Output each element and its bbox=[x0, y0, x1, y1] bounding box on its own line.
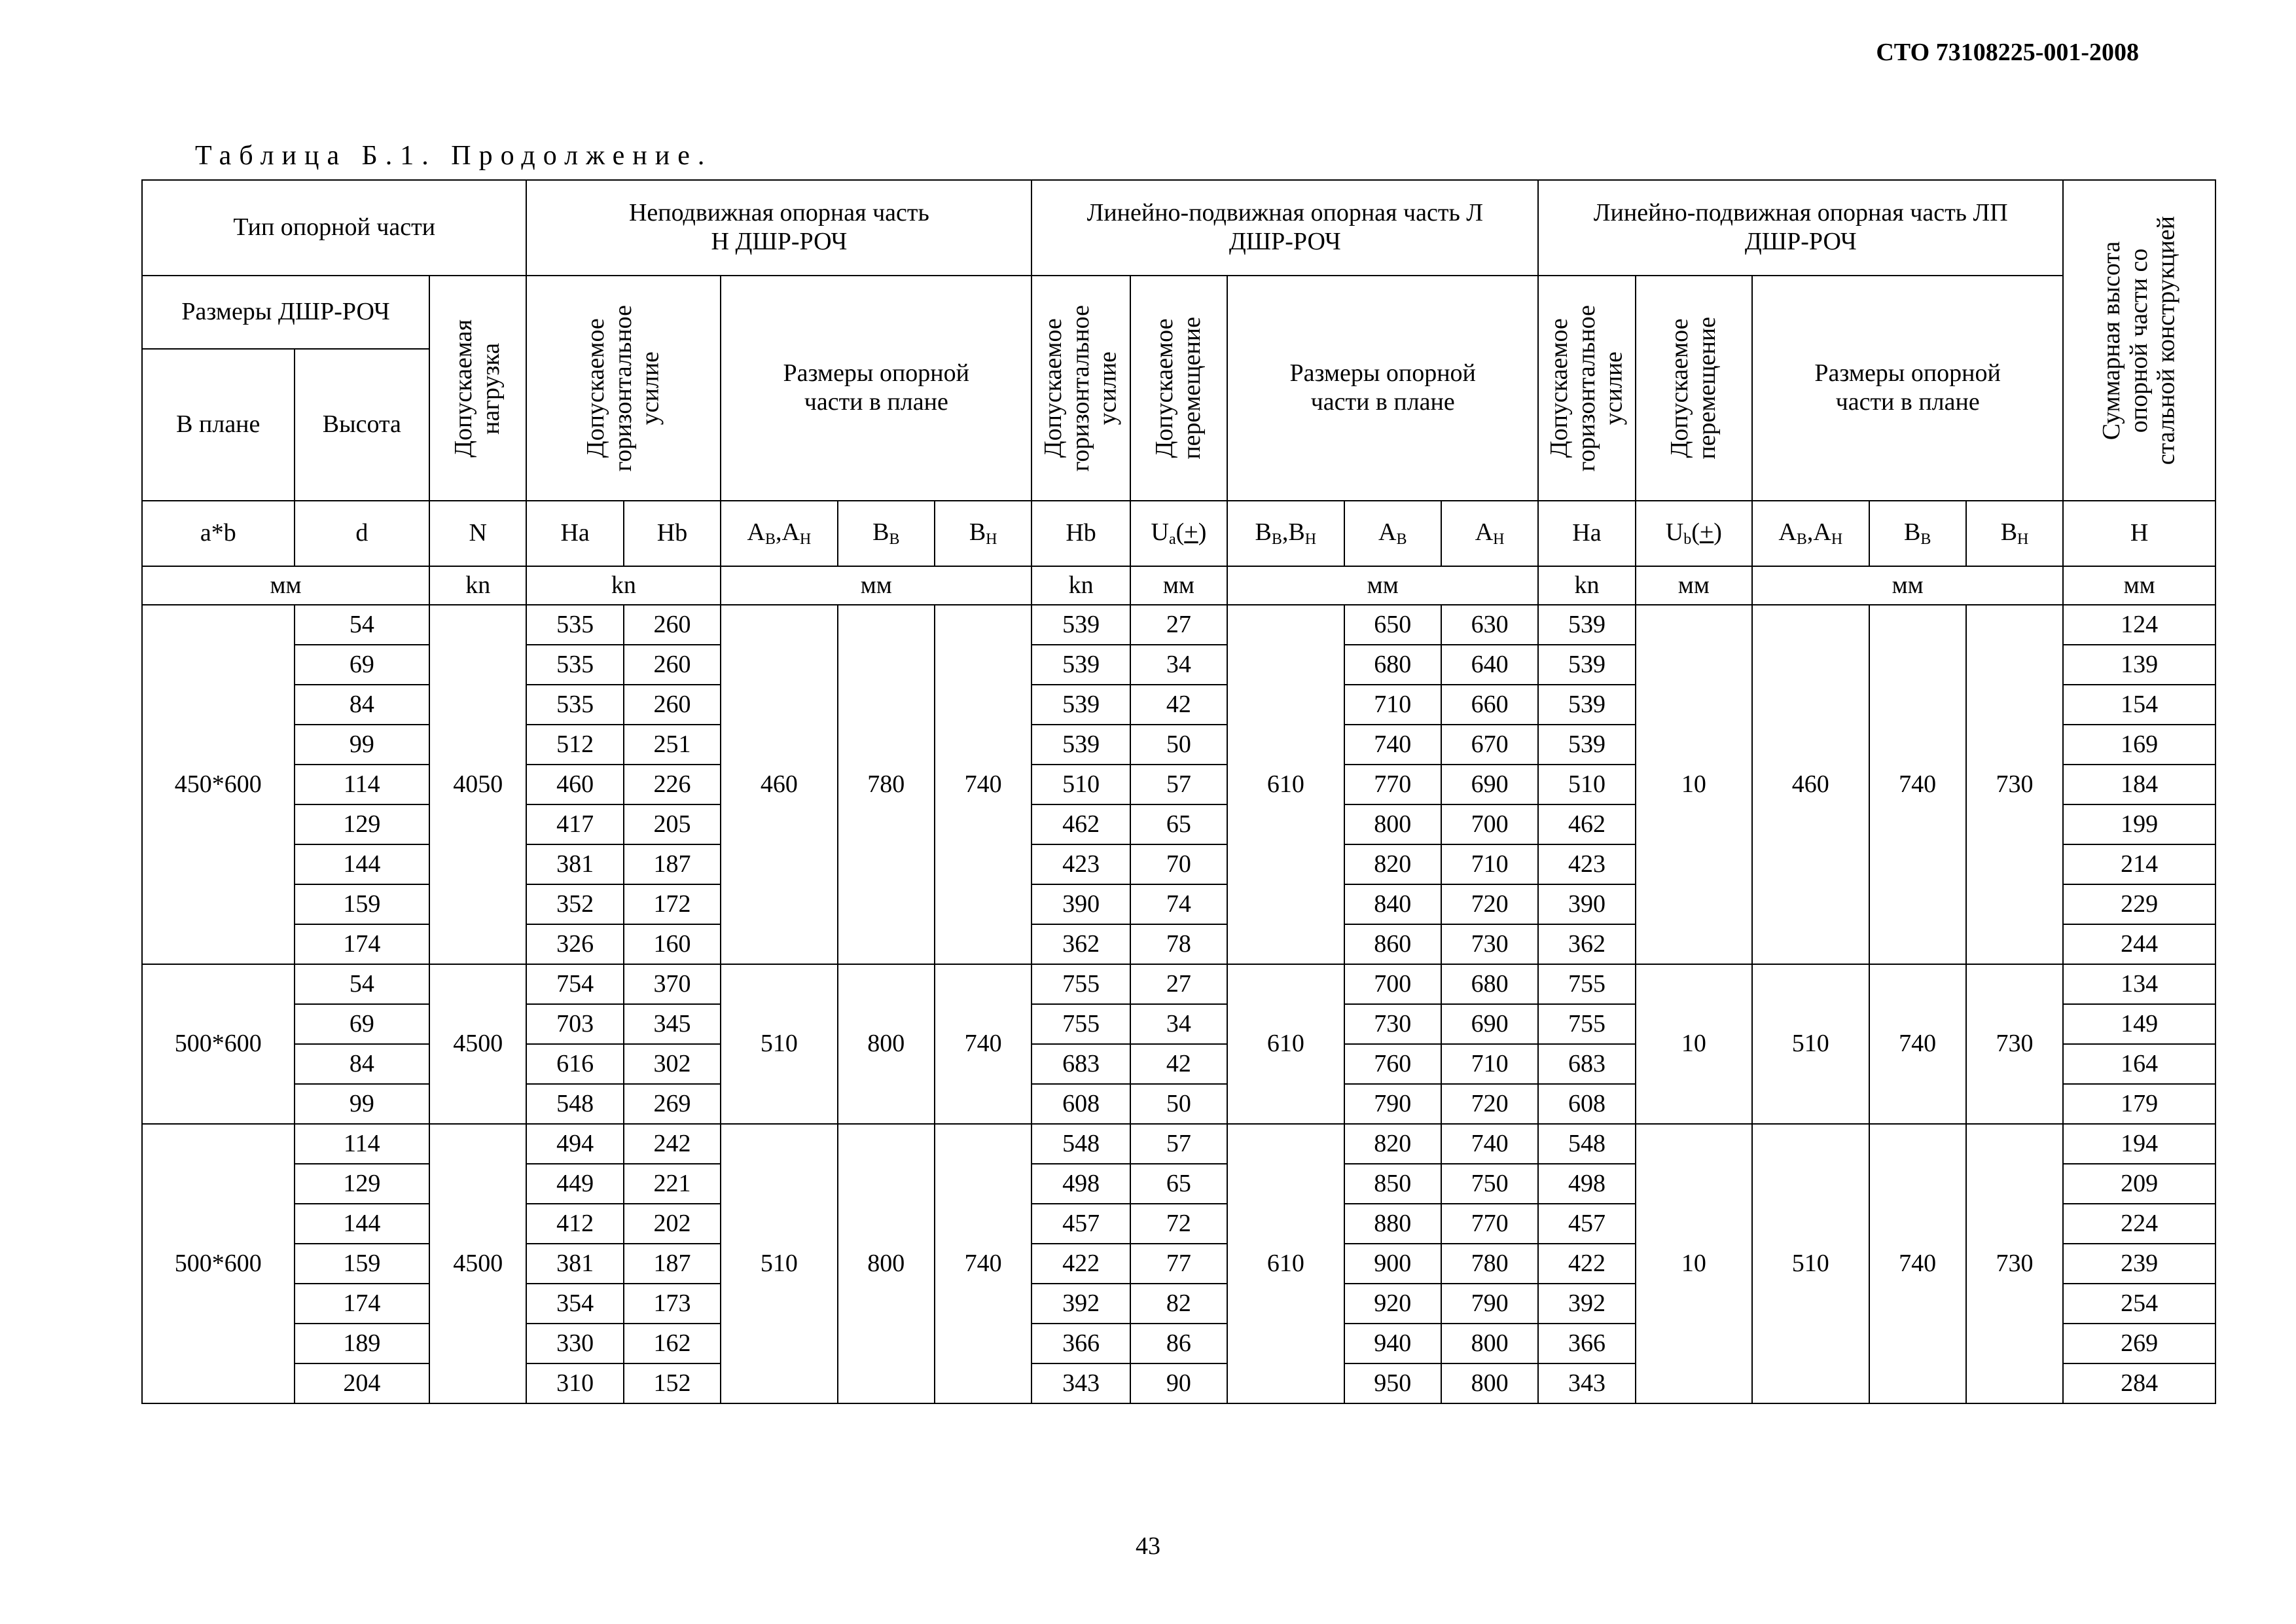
cell-l-ab: 710 bbox=[1344, 685, 1441, 725]
cell-l-hb: 343 bbox=[1031, 1363, 1130, 1403]
cell-fixed-hb: 242 bbox=[624, 1124, 721, 1164]
cell-total-h: 214 bbox=[2063, 844, 2215, 884]
header-linear-l-bearing: Линейно-подвижная опорная часть Л ДШР-РОЧ bbox=[1031, 180, 1538, 276]
cell-l-ah: 740 bbox=[1441, 1124, 1538, 1164]
cell-l-ab: 820 bbox=[1344, 1124, 1441, 1164]
cell-lp-ha: 510 bbox=[1538, 765, 1635, 804]
cell-fixed-hb: 221 bbox=[624, 1164, 721, 1204]
symbol-h: H bbox=[2063, 501, 2215, 566]
symbol-ub: $U_b(+)$ bbox=[1636, 501, 1752, 566]
cell-l-hb: 539 bbox=[1031, 725, 1130, 765]
cell-lp-ab-ah: 510 bbox=[1752, 1124, 1869, 1403]
header-l-displacement: Допускаемое перемещение bbox=[1130, 276, 1227, 501]
cell-fixed-bh: 740 bbox=[935, 605, 1031, 964]
cell-l-ua: 77 bbox=[1130, 1244, 1227, 1284]
cell-total-h: 199 bbox=[2063, 804, 2215, 844]
cell-fixed-hb: 160 bbox=[624, 924, 721, 964]
cell-l-hb: 498 bbox=[1031, 1164, 1130, 1204]
cell-l-ab: 680 bbox=[1344, 645, 1441, 685]
cell-height-d: 99 bbox=[295, 725, 430, 765]
cell-l-ua: 50 bbox=[1130, 725, 1227, 765]
cell-l-ab: 850 bbox=[1344, 1164, 1441, 1204]
cell-fixed-ab-ah: 460 bbox=[721, 605, 837, 964]
unit-mm: мм bbox=[1636, 566, 1752, 605]
unit-mm: мм bbox=[1752, 566, 2063, 605]
cell-fixed-hb: 173 bbox=[624, 1284, 721, 1324]
unit-kn: kn bbox=[1538, 566, 1635, 605]
cell-l-ab: 920 bbox=[1344, 1284, 1441, 1324]
cell-l-hb: 390 bbox=[1031, 884, 1130, 924]
cell-l-ah: 730 bbox=[1441, 924, 1538, 964]
cell-l-ah: 770 bbox=[1441, 1204, 1538, 1244]
cell-l-ah: 710 bbox=[1441, 1044, 1538, 1084]
cell-fixed-ha: 326 bbox=[526, 924, 623, 964]
cell-l-hb: 548 bbox=[1031, 1124, 1130, 1164]
cell-fixed-ha: 754 bbox=[526, 964, 623, 1004]
cell-l-ua: 86 bbox=[1130, 1324, 1227, 1363]
cell-height-d: 144 bbox=[295, 1204, 430, 1244]
bearing-table bbox=[141, 179, 2216, 1404]
cell-fixed-ha: 494 bbox=[526, 1124, 623, 1164]
header-linear-lp-bearing: Линейно-подвижная опорная часть ЛП ДШР-РОЧ bbox=[1538, 180, 2063, 276]
cell-height-d: 174 bbox=[295, 924, 430, 964]
cell-height-d: 84 bbox=[295, 685, 430, 725]
cell-l-ah: 680 bbox=[1441, 964, 1538, 1004]
cell-fixed-bh: 740 bbox=[935, 1124, 1031, 1403]
table-row bbox=[142, 964, 2215, 1004]
header-lp-h-force: Допускаемое горизонтальное усилие bbox=[1538, 276, 1635, 501]
cell-l-ab: 700 bbox=[1344, 964, 1441, 1004]
cell-l-hb: 683 bbox=[1031, 1044, 1130, 1084]
cell-l-hb: 608 bbox=[1031, 1084, 1130, 1124]
cell-height-d: 54 bbox=[295, 964, 430, 1004]
cell-fixed-hb: 152 bbox=[624, 1363, 721, 1403]
cell-height-d: 114 bbox=[295, 1124, 430, 1164]
cell-l-ua: 57 bbox=[1130, 1124, 1227, 1164]
cell-lp-ha: 539 bbox=[1538, 725, 1635, 765]
cell-lp-ha: 539 bbox=[1538, 605, 1635, 645]
header-fixed-h-force: Допускаемое горизонтальное усилие bbox=[526, 276, 721, 501]
cell-fixed-hb: 202 bbox=[624, 1204, 721, 1244]
cell-l-bb-bh: 610 bbox=[1227, 1124, 1344, 1403]
header-total-height: Суммарная высота опорной части со стальной конструкцией bbox=[2063, 180, 2215, 501]
symbol-ah-l: $A_H$ bbox=[1441, 501, 1538, 566]
cell-l-hb: 755 bbox=[1031, 1004, 1130, 1044]
cell-height-d: 159 bbox=[295, 1244, 430, 1284]
cell-l-ah: 800 bbox=[1441, 1363, 1538, 1403]
header-fixed-bearing: Неподвижная опорная часть Н ДШР-РОЧ bbox=[526, 180, 1031, 276]
cell-height-d: 129 bbox=[295, 804, 430, 844]
cell-l-ah: 640 bbox=[1441, 645, 1538, 685]
cell-fixed-hb: 260 bbox=[624, 605, 721, 645]
cell-l-ah: 630 bbox=[1441, 605, 1538, 645]
cell-fixed-hb: 302 bbox=[624, 1044, 721, 1084]
cell-l-hb: 392 bbox=[1031, 1284, 1130, 1324]
cell-fixed-ha: 330 bbox=[526, 1324, 623, 1363]
cell-lp-ha: 755 bbox=[1538, 964, 1635, 1004]
cell-lp-ha: 343 bbox=[1538, 1363, 1635, 1403]
cell-l-ah: 700 bbox=[1441, 804, 1538, 844]
unit-mm: мм bbox=[142, 566, 429, 605]
symbol-ha: Ha bbox=[526, 501, 623, 566]
cell-fixed-hb: 370 bbox=[624, 964, 721, 1004]
cell-l-ah: 690 bbox=[1441, 765, 1538, 804]
cell-height-d: 114 bbox=[295, 765, 430, 804]
cell-l-hb: 539 bbox=[1031, 645, 1130, 685]
cell-total-h: 239 bbox=[2063, 1244, 2215, 1284]
symbol-d: d bbox=[295, 501, 430, 566]
cell-height-d: 159 bbox=[295, 884, 430, 924]
cell-fixed-ha: 354 bbox=[526, 1284, 623, 1324]
cell-l-ua: 27 bbox=[1130, 605, 1227, 645]
cell-l-hb: 457 bbox=[1031, 1204, 1130, 1244]
cell-lp-ha: 362 bbox=[1538, 924, 1635, 964]
cell-lp-ha: 539 bbox=[1538, 685, 1635, 725]
cell-fixed-ha: 535 bbox=[526, 685, 623, 725]
header-l-plan-sizes: Размеры опорной части в плане bbox=[1227, 276, 1538, 501]
unit-mm: мм bbox=[721, 566, 1031, 605]
cell-lp-bh: 730 bbox=[1966, 1124, 2063, 1403]
cell-lp-ha: 423 bbox=[1538, 844, 1635, 884]
cell-l-ab: 730 bbox=[1344, 1004, 1441, 1044]
cell-l-ab: 860 bbox=[1344, 924, 1441, 964]
cell-fixed-ab-ah: 510 bbox=[721, 964, 837, 1124]
cell-l-bb-bh: 610 bbox=[1227, 964, 1344, 1124]
symbol-lp-bh: $B_H$ bbox=[1966, 501, 2063, 566]
cell-l-ua: 78 bbox=[1130, 924, 1227, 964]
cell-fixed-hb: 269 bbox=[624, 1084, 721, 1124]
cell-l-ua: 27 bbox=[1130, 964, 1227, 1004]
cell-total-h: 244 bbox=[2063, 924, 2215, 964]
cell-l-ab: 740 bbox=[1344, 725, 1441, 765]
cell-height-d: 69 bbox=[295, 645, 430, 685]
header-lp-plan-sizes: Размеры опорной части в плане bbox=[1752, 276, 2063, 501]
cell-load-n: 4500 bbox=[429, 1124, 526, 1403]
cell-l-ua: 34 bbox=[1130, 645, 1227, 685]
cell-lp-ab-ah: 460 bbox=[1752, 605, 1869, 964]
cell-total-h: 224 bbox=[2063, 1204, 2215, 1244]
table-body bbox=[142, 605, 2215, 1403]
cell-total-h: 184 bbox=[2063, 765, 2215, 804]
cell-plan-size: 500*600 bbox=[142, 964, 295, 1124]
cell-l-hb: 510 bbox=[1031, 765, 1130, 804]
cell-l-ua: 42 bbox=[1130, 1044, 1227, 1084]
cell-total-h: 149 bbox=[2063, 1004, 2215, 1044]
cell-l-ab: 820 bbox=[1344, 844, 1441, 884]
symbol-ab: a*b bbox=[142, 501, 295, 566]
cell-total-h: 169 bbox=[2063, 725, 2215, 765]
cell-fixed-hb: 187 bbox=[624, 844, 721, 884]
cell-l-ua: 82 bbox=[1130, 1284, 1227, 1324]
cell-l-hb: 362 bbox=[1031, 924, 1130, 964]
unit-mm: мм bbox=[2063, 566, 2215, 605]
cell-height-d: 174 bbox=[295, 1284, 430, 1324]
cell-l-hb: 539 bbox=[1031, 605, 1130, 645]
cell-fixed-hb: 345 bbox=[624, 1004, 721, 1044]
header-fixed-plan-sizes: Размеры опорной части в плане bbox=[721, 276, 1031, 501]
unit-kn: kn bbox=[526, 566, 721, 605]
cell-fixed-ha: 535 bbox=[526, 645, 623, 685]
cell-height-d: 69 bbox=[295, 1004, 430, 1044]
cell-l-hb: 366 bbox=[1031, 1324, 1130, 1363]
cell-height-d: 189 bbox=[295, 1324, 430, 1363]
page-number: 43 bbox=[1136, 1532, 1160, 1560]
cell-fixed-hb: 226 bbox=[624, 765, 721, 804]
cell-load-n: 4500 bbox=[429, 964, 526, 1124]
cell-l-ua: 70 bbox=[1130, 844, 1227, 884]
cell-fixed-ha: 512 bbox=[526, 725, 623, 765]
symbol-ab-ah: $A_B,A_H$ bbox=[721, 501, 837, 566]
cell-fixed-hb: 260 bbox=[624, 645, 721, 685]
cell-fixed-hb: 187 bbox=[624, 1244, 721, 1284]
cell-fixed-ha: 352 bbox=[526, 884, 623, 924]
cell-l-ua: 74 bbox=[1130, 884, 1227, 924]
cell-height-d: 99 bbox=[295, 1084, 430, 1124]
cell-height-d: 129 bbox=[295, 1164, 430, 1204]
cell-total-h: 164 bbox=[2063, 1044, 2215, 1084]
cell-fixed-ha: 412 bbox=[526, 1204, 623, 1244]
cell-fixed-hb: 251 bbox=[624, 725, 721, 765]
cell-fixed-ha: 616 bbox=[526, 1044, 623, 1084]
cell-l-ab: 940 bbox=[1344, 1324, 1441, 1363]
cell-total-h: 139 bbox=[2063, 645, 2215, 685]
cell-height-d: 54 bbox=[295, 605, 430, 645]
cell-total-h: 194 bbox=[2063, 1124, 2215, 1164]
header-sizes-dshr: Размеры ДШР-РОЧ bbox=[142, 276, 429, 349]
header-height: Высота bbox=[295, 349, 430, 501]
cell-l-bb-bh: 610 bbox=[1227, 605, 1344, 964]
cell-l-ua: 72 bbox=[1130, 1204, 1227, 1244]
cell-total-h: 254 bbox=[2063, 1284, 2215, 1324]
header-type: Тип опорной части bbox=[142, 180, 526, 276]
cell-height-d: 204 bbox=[295, 1363, 430, 1403]
cell-fixed-hb: 172 bbox=[624, 884, 721, 924]
cell-lp-ha: 548 bbox=[1538, 1124, 1635, 1164]
cell-lp-ha: 683 bbox=[1538, 1044, 1635, 1084]
cell-fixed-bb: 800 bbox=[838, 1124, 935, 1403]
cell-l-ah: 660 bbox=[1441, 685, 1538, 725]
cell-l-ua: 57 bbox=[1130, 765, 1227, 804]
cell-lp-bh: 730 bbox=[1966, 605, 2063, 964]
symbol-ua: $U_a(+)$ bbox=[1130, 501, 1227, 566]
cell-total-h: 229 bbox=[2063, 884, 2215, 924]
cell-l-hb: 462 bbox=[1031, 804, 1130, 844]
cell-fixed-hb: 162 bbox=[624, 1324, 721, 1363]
cell-l-ah: 670 bbox=[1441, 725, 1538, 765]
cell-l-ua: 65 bbox=[1130, 1164, 1227, 1204]
cell-fixed-ha: 548 bbox=[526, 1084, 623, 1124]
symbol-lp-bb: $B_B$ bbox=[1869, 501, 1966, 566]
cell-load-n: 4050 bbox=[429, 605, 526, 964]
symbol-l-hb: Hb bbox=[1031, 501, 1130, 566]
cell-lp-ha: 462 bbox=[1538, 804, 1635, 844]
cell-l-hb: 422 bbox=[1031, 1244, 1130, 1284]
cell-l-ua: 50 bbox=[1130, 1084, 1227, 1124]
cell-fixed-ha: 381 bbox=[526, 844, 623, 884]
header-in-plan: В плане bbox=[142, 349, 295, 501]
unit-mm: мм bbox=[1227, 566, 1538, 605]
cell-l-ah: 720 bbox=[1441, 884, 1538, 924]
cell-fixed-bb: 780 bbox=[838, 605, 935, 964]
cell-l-ah: 710 bbox=[1441, 844, 1538, 884]
cell-l-ah: 690 bbox=[1441, 1004, 1538, 1044]
cell-lp-bh: 730 bbox=[1966, 964, 2063, 1124]
symbol-lp-ha: Ha bbox=[1538, 501, 1635, 566]
cell-height-d: 84 bbox=[295, 1044, 430, 1084]
cell-l-ab: 790 bbox=[1344, 1084, 1441, 1124]
cell-total-h: 269 bbox=[2063, 1324, 2215, 1363]
cell-fixed-hb: 260 bbox=[624, 685, 721, 725]
cell-fixed-ab-ah: 510 bbox=[721, 1124, 837, 1403]
cell-l-ah: 750 bbox=[1441, 1164, 1538, 1204]
symbol-bh: $B_H$ bbox=[935, 501, 1031, 566]
cell-l-ah: 800 bbox=[1441, 1324, 1538, 1363]
cell-lp-ha: 390 bbox=[1538, 884, 1635, 924]
cell-fixed-bh: 740 bbox=[935, 964, 1031, 1124]
cell-l-ua: 34 bbox=[1130, 1004, 1227, 1044]
cell-fixed-ha: 381 bbox=[526, 1244, 623, 1284]
cell-plan-size: 450*600 bbox=[142, 605, 295, 964]
header-allowed-load: Допускаемая нагрузка bbox=[429, 276, 526, 501]
document-code: СТО 73108225-001-2008 bbox=[1876, 39, 2139, 66]
cell-l-ab: 760 bbox=[1344, 1044, 1441, 1084]
header-lp-displacement: Допускаемое перемещение bbox=[1636, 276, 1752, 501]
cell-fixed-ha: 449 bbox=[526, 1164, 623, 1204]
unit-kn: kn bbox=[429, 566, 526, 605]
table-container bbox=[141, 179, 2216, 1404]
cell-total-h: 124 bbox=[2063, 605, 2215, 645]
cell-total-h: 209 bbox=[2063, 1164, 2215, 1204]
cell-lp-ub: 10 bbox=[1636, 605, 1752, 964]
cell-lp-ha: 608 bbox=[1538, 1084, 1635, 1124]
cell-fixed-ha: 417 bbox=[526, 804, 623, 844]
cell-l-ua: 90 bbox=[1130, 1363, 1227, 1403]
cell-fixed-bb: 800 bbox=[838, 964, 935, 1124]
header-l-h-force: Допускаемое горизонтальное усилие bbox=[1031, 276, 1130, 501]
cell-fixed-hb: 205 bbox=[624, 804, 721, 844]
cell-l-ab: 900 bbox=[1344, 1244, 1441, 1284]
cell-l-ua: 65 bbox=[1130, 804, 1227, 844]
cell-lp-ha: 422 bbox=[1538, 1244, 1635, 1284]
cell-lp-ub: 10 bbox=[1636, 1124, 1752, 1403]
cell-fixed-ha: 310 bbox=[526, 1363, 623, 1403]
symbol-bb: $B_B$ bbox=[838, 501, 935, 566]
cell-fixed-ha: 703 bbox=[526, 1004, 623, 1044]
cell-lp-ha: 366 bbox=[1538, 1324, 1635, 1363]
symbol-lp-ab-ah: $A_B,A_H$ bbox=[1752, 501, 1869, 566]
cell-l-ua: 42 bbox=[1130, 685, 1227, 725]
cell-l-ab: 880 bbox=[1344, 1204, 1441, 1244]
cell-lp-bb: 740 bbox=[1869, 605, 1966, 964]
unit-mm: мм bbox=[1130, 566, 1227, 605]
cell-lp-ab-ah: 510 bbox=[1752, 964, 1869, 1124]
symbol-bb-bh: $B_B,B_H$ bbox=[1227, 501, 1344, 566]
cell-l-ab: 770 bbox=[1344, 765, 1441, 804]
cell-l-hb: 423 bbox=[1031, 844, 1130, 884]
cell-l-ab: 800 bbox=[1344, 804, 1441, 844]
cell-lp-ub: 10 bbox=[1636, 964, 1752, 1124]
cell-lp-ha: 498 bbox=[1538, 1164, 1635, 1204]
cell-lp-bb: 740 bbox=[1869, 1124, 1966, 1403]
cell-fixed-ha: 535 bbox=[526, 605, 623, 645]
cell-l-ah: 720 bbox=[1441, 1084, 1538, 1124]
cell-l-hb: 539 bbox=[1031, 685, 1130, 725]
cell-total-h: 284 bbox=[2063, 1363, 2215, 1403]
symbol-n: N bbox=[429, 501, 526, 566]
table-row bbox=[142, 1124, 2215, 1164]
cell-total-h: 134 bbox=[2063, 964, 2215, 1004]
cell-lp-ha: 755 bbox=[1538, 1004, 1635, 1044]
cell-plan-size: 500*600 bbox=[142, 1124, 295, 1403]
table-row bbox=[142, 605, 2215, 645]
cell-l-ab: 650 bbox=[1344, 605, 1441, 645]
cell-lp-ha: 392 bbox=[1538, 1284, 1635, 1324]
cell-l-ab: 840 bbox=[1344, 884, 1441, 924]
symbol-hb: Hb bbox=[624, 501, 721, 566]
cell-height-d: 144 bbox=[295, 844, 430, 884]
symbol-ab-l: $A_B$ bbox=[1344, 501, 1441, 566]
cell-l-ah: 790 bbox=[1441, 1284, 1538, 1324]
cell-total-h: 154 bbox=[2063, 685, 2215, 725]
table-caption: Таблица Б.1. Продолжение. bbox=[195, 141, 713, 171]
cell-l-hb: 755 bbox=[1031, 964, 1130, 1004]
unit-kn: kn bbox=[1031, 566, 1130, 605]
cell-l-ah: 780 bbox=[1441, 1244, 1538, 1284]
cell-lp-ha: 539 bbox=[1538, 645, 1635, 685]
cell-lp-ha: 457 bbox=[1538, 1204, 1635, 1244]
cell-l-ab: 950 bbox=[1344, 1363, 1441, 1403]
cell-fixed-ha: 460 bbox=[526, 765, 623, 804]
cell-total-h: 179 bbox=[2063, 1084, 2215, 1124]
cell-lp-bb: 740 bbox=[1869, 964, 1966, 1124]
